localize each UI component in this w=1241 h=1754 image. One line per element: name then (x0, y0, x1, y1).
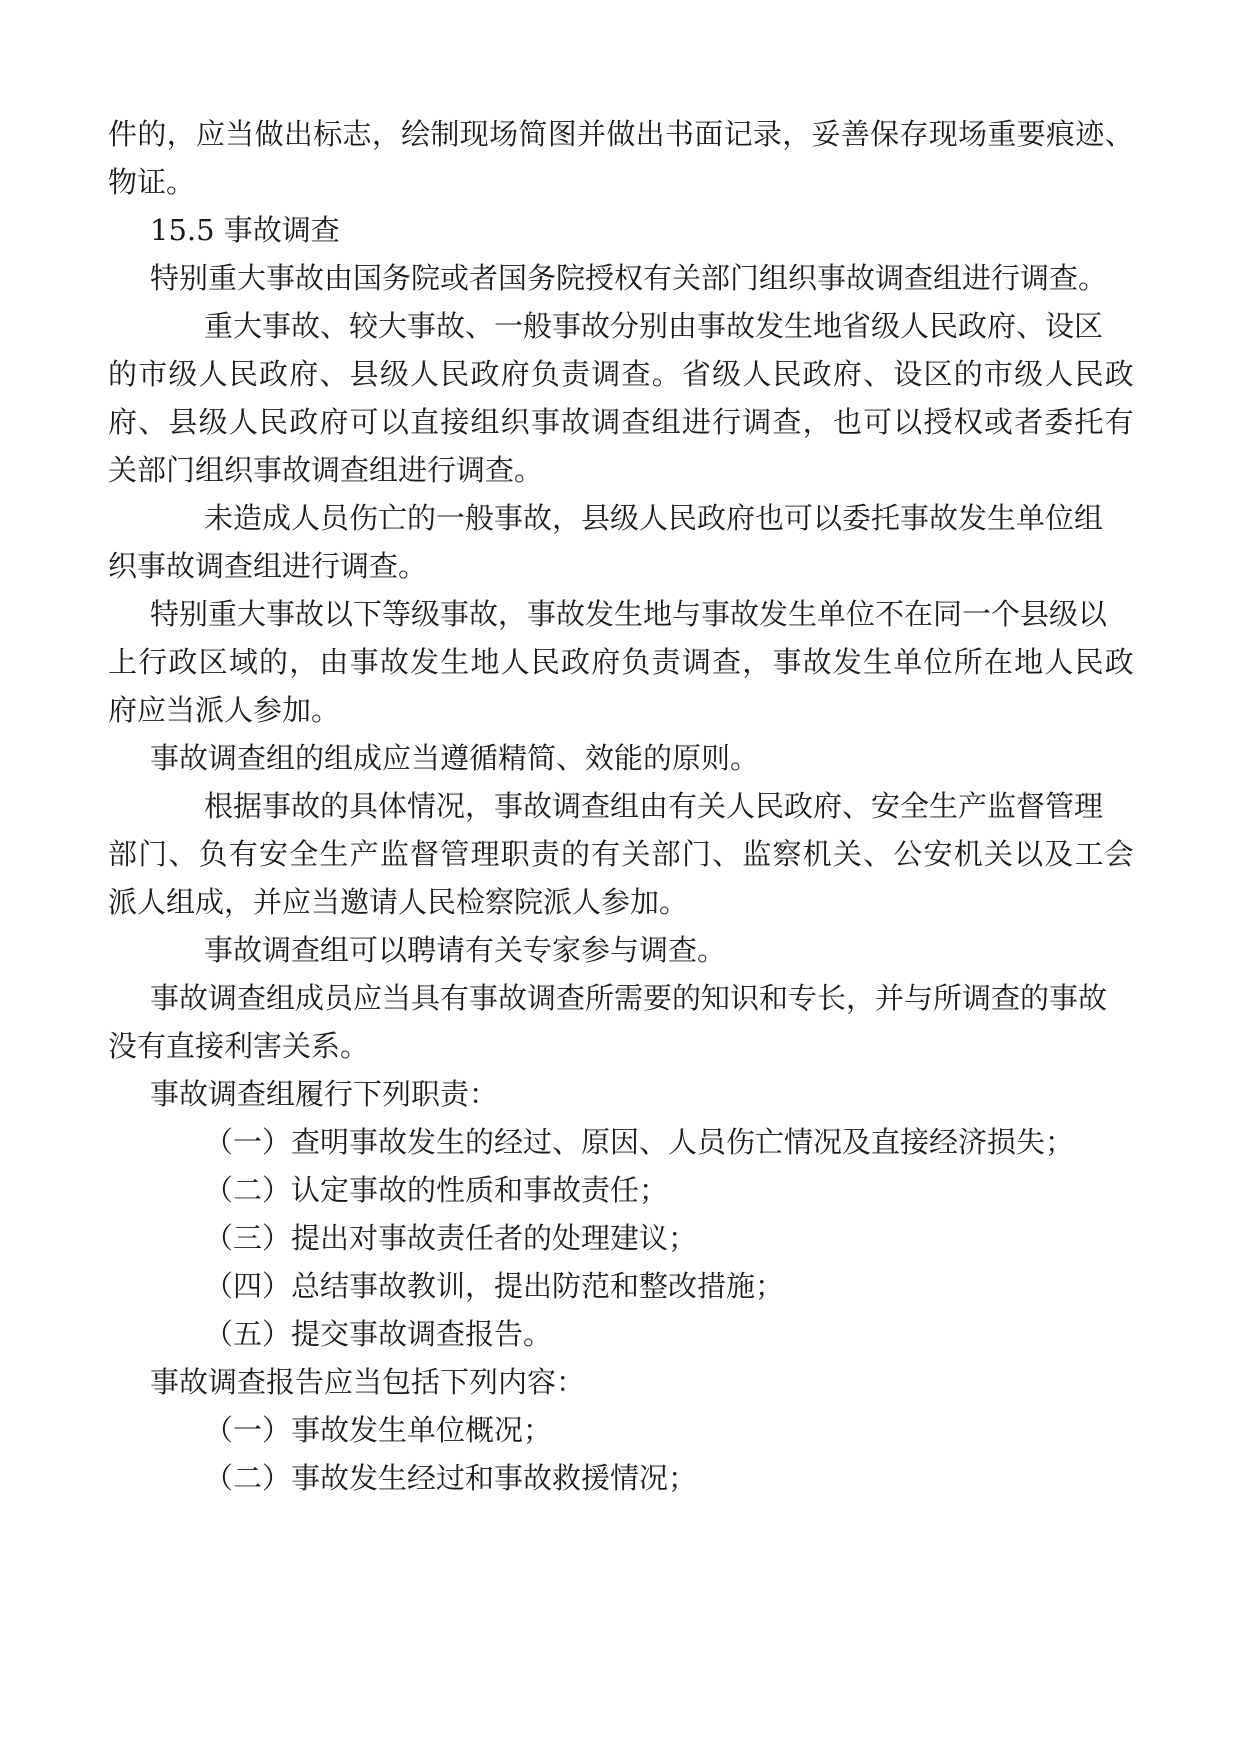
text-line: 事故调查组成员应当具有事故调查所需要的知识和专长，并与所调查的事故 (150, 981, 1108, 1015)
text-line: 特别重大事故以下等级事故，事故发生地与事故发生单位不在同一个县级以 (150, 597, 1108, 631)
text-line: 事故调查报告应当包括下列内容： (150, 1365, 586, 1399)
list-item: （三）提出对事故责任者的处理建议； (204, 1221, 698, 1255)
text-line: 事故调查组可以聘请有关专家参与调查。 (204, 933, 727, 967)
section-heading: 15.5 事故调查 (150, 213, 340, 247)
text-line: 织事故调查组进行调查。 (108, 549, 428, 583)
text-line: 特别重大事故由国务院或者国务院授权有关部门组织事故调查组进行调查。 (150, 261, 1108, 295)
text-line: 事故调查组履行下列职责： (150, 1077, 499, 1111)
list-item: （一）查明事故发生的经过、原因、人员伤亡情况及直接经济损失； (204, 1125, 1075, 1159)
text-line: 部 门 、 负 有 安 全 生 产 监 督 管 理 职 责 的 有 关 部 门 、 监 察 机 关 、 公 安 机 关 以 及 工 会 (108, 837, 1134, 871)
list-item: （五）提交事故调查报告。 (204, 1317, 553, 1351)
text-line: 关部门组织事故调查组进行调查。 (108, 453, 544, 487)
text-line: 府应当派人参加。 (108, 693, 341, 727)
list-item: （一）事故发生单位概况； (204, 1413, 553, 1447)
text-line: 府 、 县 级 人 民 政 府 可 以 直 接 组 织 事 故 调 查 组 进 行 调 查 ， 也 可 以 授 权 或 者 委 托 有 (108, 405, 1134, 439)
text-line: 件 的 ， 应 当 做 出 标 志 ， 绘 制 现 场 简 图 并 做 出 书 面 记 录 ， 妥 善 保 存 现 场 重 要 痕 迹 、 (108, 117, 1134, 151)
text-line: 根据事故的具体情况，事故调查组由有关人民政府、安全生产监督管理 (204, 789, 1104, 823)
text-line: 上 行 政 区 域 的 ， 由 事 故 发 生 地 人 民 政 府 负 责 调 查 ， 事 故 发 生 单 位 所 在 地 人 民 政 (108, 645, 1134, 679)
list-item: （四）总结事故教训，提出防范和整改措施； (204, 1269, 785, 1303)
text-line: 没有直接利害关系。 (108, 1029, 370, 1063)
text-line: 未造成人员伤亡的一般事故，县级人民政府也可以委托事故发生单位组 (204, 501, 1104, 535)
text-line: 事故调查组的组成应当遵循精简、效能的原则。 (150, 741, 760, 775)
text-line: 派人组成，并应当邀请人民检察院派人参加。 (108, 885, 689, 919)
text-line: 重大事故、较大事故、一般事故分别由事故发生地省级人民政府、设区 (204, 309, 1104, 343)
list-item: （二）认定事故的性质和事故责任； (204, 1173, 669, 1207)
text-line: 物证。 (108, 165, 196, 199)
list-item: （二）事故发生经过和事故救援情况； (204, 1461, 698, 1495)
text-line: 的 市 级 人 民 政 府 、 县 级 人 民 政 府 负 责 调 查 。 省 级 人 民 政 府 、 设 区 的 市 级 人 民 政 (108, 357, 1134, 391)
